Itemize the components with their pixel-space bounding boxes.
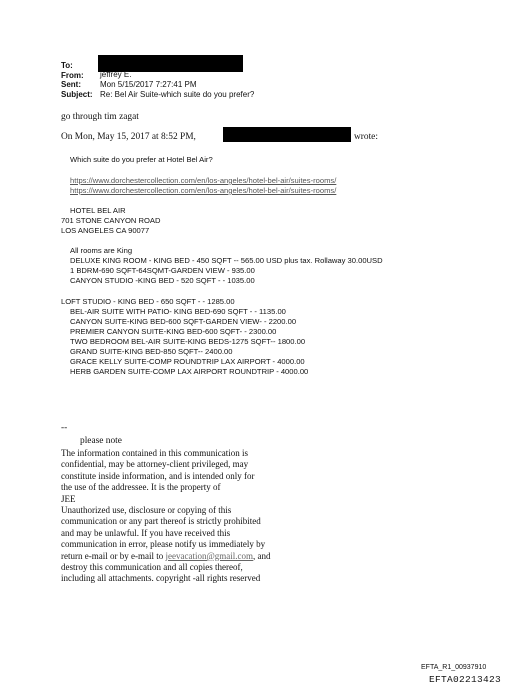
disclaimer-line: communication or any part thereof is strictly prohibited — [61, 516, 261, 527]
disclaimer-line: Unauthorized use, disclosure or copying of this — [61, 505, 232, 516]
room-line: DELUXE KING ROOM - KING BED - 450 SQFT -- 565.00 USD plus tax. Rollaway 30.00USD — [70, 256, 383, 265]
disclaimer-line: including all attachments. copyright -all rights reserved — [61, 573, 261, 584]
disclaimer-line: constitute inside information, and is intended only for — [61, 470, 255, 481]
email-link[interactable]: jeevacation@gmail.com — [165, 550, 253, 561]
question-text: Which suite do you prefer at Hotel Bel Air? — [70, 155, 213, 164]
room-line: CANYON STUDIO -KING BED - 520 SQFT - - 1035.00 — [70, 276, 255, 285]
quote-intro-start: On Mon, May 15, 2017 at 8:52 PM, — [61, 132, 196, 142]
suite-line: GRAND SUITE-KING BED-850 SQFT-- 2400.00 — [70, 347, 233, 356]
redaction-box — [223, 127, 351, 142]
disclaimer-line: communication in error, please notify us immediately by — [61, 539, 266, 550]
disclaimer-email-pre: return e-mail or by e-mail to — [61, 550, 166, 561]
signature-separator: -- — [61, 423, 68, 433]
quote-intro-end: wrote: — [354, 132, 378, 142]
subject-value: Re: Bel Air Suite-which suite do you prefer? — [100, 90, 255, 99]
suite-line: GRACE KELLY SUITE-COMP ROUNDTRIP LAX AIRPORT - 4000.00 — [70, 357, 305, 366]
suites-link-1[interactable]: https://www.dorchestercollection.com/en/los-angeles/hotel-bel-air/suites-rooms/ — [70, 176, 337, 185]
suite-line: PREMIER CANYON SUITE-KING BED-600 SQFT- - 2300.00 — [70, 327, 277, 336]
disclaimer-line: confidential, may be attorney-client privileged, may — [61, 459, 249, 470]
footer-doc-id: EFTA_R1_00937910 — [421, 664, 487, 671]
disclaimer-email-post: , and — [252, 550, 271, 561]
suite-line: TWO BEDROOM BEL-AIR SUITE-KING BEDS-1275 SQFT-- 1800.00 — [70, 337, 306, 346]
disclaimer-line: the use of the addressee. It is the property of — [61, 482, 221, 493]
footer-bates-id: EFTA02213423 — [429, 674, 502, 685]
rooms-heading: All rooms are King — [70, 246, 133, 255]
to-label: To: — [61, 61, 73, 70]
subject-label: Subject: — [61, 90, 93, 99]
reply-text: go through tim zagat — [61, 112, 139, 122]
suite-line: CANYON SUITE-KING BED-600 SQFT-GARDEN VIEW- - 2200.00 — [70, 317, 297, 326]
sent-label: Sent: — [61, 80, 81, 89]
room-line: 1 BDRM-690 SQFT-64SQMT-GARDEN VIEW - 935.00 — [70, 266, 255, 275]
address-line-1: HOTEL BEL AIR — [70, 206, 126, 215]
disclaimer-line: JEE — [61, 493, 76, 504]
address-line-3: LOS ANGELES CA 90077 — [61, 226, 150, 235]
from-label: From: — [61, 71, 84, 80]
disclaimer-email-line — [61, 551, 270, 562]
suite-line: BEL-AIR SUITE WITH PATIO- KING BED-690 SQFT - - 1135.00 — [70, 307, 286, 316]
address-line-2: 701 STONE CANYON ROAD — [61, 216, 161, 225]
suites-link-2[interactable]: https://www.dorchestercollection.com/en/los-angeles/hotel-bel-air/suites-rooms/ — [70, 186, 337, 195]
suite-line: LOFT STUDIO - KING BED - 650 SQFT - - 1285.00 — [61, 297, 235, 306]
sent-value: Mon 5/15/2017 7:27:41 PM — [100, 80, 197, 89]
disclaimer-line: and may be unlawful. If you have received this — [61, 527, 231, 538]
disclaimer-line: destroy this communication and all copies thereof, — [61, 562, 243, 573]
disclaimer-block — [61, 448, 270, 585]
please-note: please note — [80, 436, 122, 446]
from-value: jeffrey E. — [100, 70, 132, 79]
disclaimer-line: The information contained in this communication is — [61, 448, 248, 458]
suite-line: HERB GARDEN SUITE-COMP LAX AIRPORT ROUNDTRIP - 4000.00 — [70, 367, 309, 376]
